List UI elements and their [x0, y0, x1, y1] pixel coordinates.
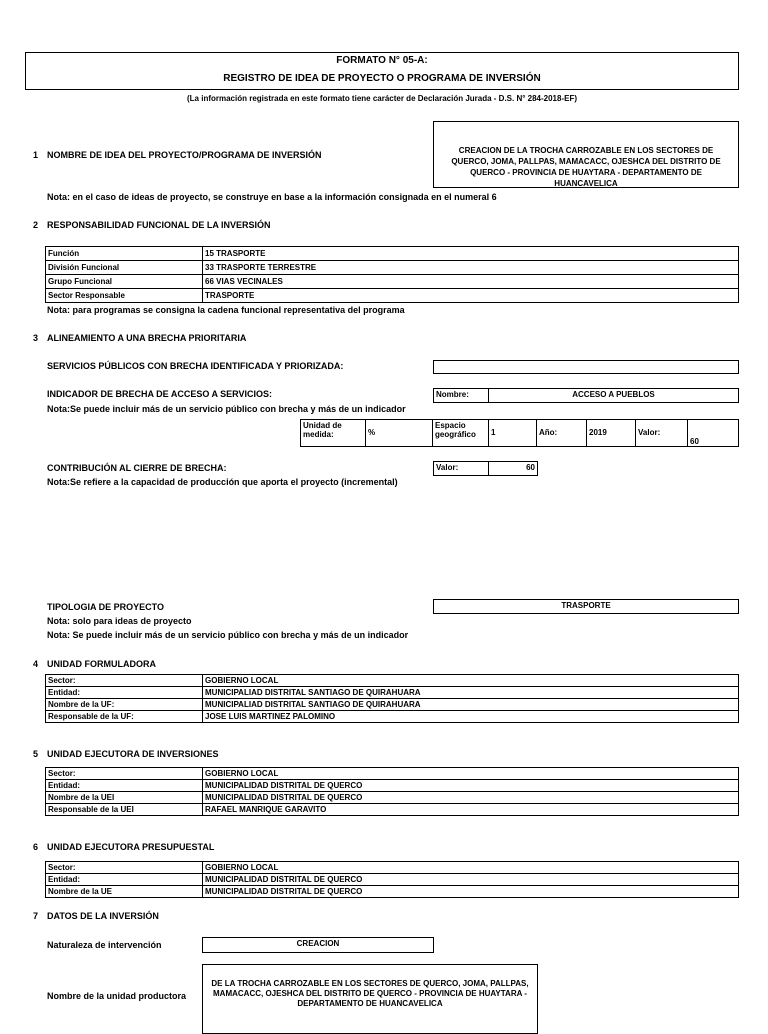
- table-row: [46, 675, 739, 687]
- typology-note-2: Nota: Se puede incluir más de un servicio público con brecha y más de un indicador: [47, 630, 409, 640]
- section-3-number: 3: [33, 333, 39, 343]
- row-value: JOSE LUIS MARTINEZ PALOMINO: [203, 711, 739, 723]
- section-7-number: 7: [33, 911, 39, 921]
- row-key: Responsable de la UF:: [46, 711, 203, 723]
- contribution-note: Nota:Se refiere a la capacidad de producción que aporta el proyecto (incremental): [47, 477, 398, 487]
- section-1-number: 1: [33, 150, 39, 160]
- form-subtitle-title: REGISTRO DE IDEA DE PROYECTO O PROGRAMA DE INVERSIÓN: [223, 73, 541, 84]
- indicator-label: INDICADOR DE BRECHA DE ACCESO A SERVICIOS:: [47, 389, 273, 399]
- executing-unit-table: [45, 767, 739, 816]
- intervention-label: Naturaleza de intervención: [47, 940, 162, 950]
- row-key: Nombre de la UE: [46, 886, 203, 898]
- row-value: GOBIERNO LOCAL: [203, 768, 739, 780]
- row-value: 15 TRASPORTE: [203, 247, 739, 261]
- table-row: [46, 768, 739, 780]
- section-4-label: UNIDAD FORMULADORA: [47, 659, 156, 669]
- formulating-unit-table: [45, 674, 739, 723]
- section-1-label: NOMBRE DE IDEA DEL PROYECTO/PROGRAMA DE INVERSIÓN: [47, 150, 322, 160]
- row-value: GOBIERNO LOCAL: [203, 675, 739, 687]
- typology-label: TIPOLOGIA DE PROYECTO: [47, 602, 165, 612]
- geo-value: 1: [488, 419, 537, 447]
- project-name-box: [433, 121, 739, 188]
- row-key: Sector:: [46, 862, 203, 874]
- services-label: SERVICIOS PÚBLICOS CON BRECHA IDENTIFICADA Y PRIORIZADA:: [47, 361, 344, 371]
- table-row: [46, 275, 739, 289]
- row-key: Sector:: [46, 768, 203, 780]
- row-value: GOBIERNO LOCAL: [203, 862, 739, 874]
- geo-label: Espacio geográfico: [432, 419, 489, 447]
- row-key: Sector Responsable: [46, 289, 203, 303]
- row-value: 66 VIAS VECINALES: [203, 275, 739, 289]
- row-key: Entidad:: [46, 687, 203, 699]
- value-label: Valor:: [635, 419, 688, 447]
- section-6-label: UNIDAD EJECUTORA PRESUPUESTAL: [47, 842, 215, 852]
- productive-unit-label: Nombre de la unidad productora: [47, 991, 187, 1001]
- row-key: Nombre de la UEI: [46, 792, 203, 804]
- services-field: [433, 360, 739, 374]
- table-row: [46, 780, 739, 792]
- section-5-number: 5: [33, 749, 39, 759]
- row-value: MUNICIPALIDAD DISTRITAL DE QUERCO: [203, 792, 739, 804]
- row-key: Entidad:: [46, 780, 203, 792]
- table-row: [46, 247, 739, 261]
- row-key: Grupo Funcional: [46, 275, 203, 289]
- productive-unit-value: DE LA TROCHA CARROZABLE EN LOS SECTORES DE QUERCO, JOMA, PALLPAS, MAMACACC, OJESHCA DEL DISTRITO DE QUERCO - PROVINCIA DE HUAYTARA - DEPARTAMENTO DE HUANCAVELICA: [211, 979, 529, 1008]
- typology-value: TRASPORTE: [433, 599, 739, 614]
- form-header: [25, 52, 739, 90]
- contribution-value: 60: [488, 461, 538, 476]
- section-2-number: 2: [33, 220, 39, 230]
- section-3-label: ALINEAMIENTO A UNA BRECHA PRIORITARIA: [47, 333, 247, 343]
- table-row: [46, 886, 739, 898]
- table-row: [46, 687, 739, 699]
- row-value: 33 TRASPORTE TERRESTRE: [203, 261, 739, 275]
- row-key: Función: [46, 247, 203, 261]
- project-name-value: CREACION DE LA TROCHA CARROZABLE EN LOS SECTORES DE QUERCO, JOMA, PALLPAS, MAMACACC, OJESHCA DEL DISTRITO DE QUERCO - PROVINCIA DE HUAYTARA - DEPARTAMENTO DE HUANCAVELICA: [451, 146, 721, 188]
- section-6-number: 6: [33, 842, 39, 852]
- unit-value: %: [365, 419, 433, 447]
- row-value: MUNICIPALIDAD DISTRITAL DE QUERCO: [203, 874, 739, 886]
- table-row: [46, 804, 739, 816]
- year-label: Año:: [536, 419, 587, 447]
- value-value: 60: [687, 419, 739, 447]
- section-1-note: Nota: en el caso de ideas de proyecto, se construye en base a la información consignada en el numeral 6: [47, 192, 497, 202]
- row-value: TRASPORTE: [203, 289, 739, 303]
- row-value: RAFAEL MANRIQUE GARAVITO: [203, 804, 739, 816]
- form-title: FORMATO N° 05-A:: [336, 55, 428, 66]
- section-4-number: 4: [33, 659, 39, 669]
- year-value: 2019: [586, 419, 636, 447]
- table-row: [46, 699, 739, 711]
- row-value: MUNICIPALIDAD DISTRITAL DE QUERCO: [203, 886, 739, 898]
- row-key: Sector:: [46, 675, 203, 687]
- indicator-name-label: Nombre:: [433, 388, 489, 403]
- contribution-value-label: Valor:: [433, 461, 489, 476]
- row-key: Nombre de la UF:: [46, 699, 203, 711]
- section-5-label: UNIDAD EJECUTORA DE INVERSIONES: [47, 749, 219, 759]
- section-2-label: RESPONSABILIDAD FUNCIONAL DE LA INVERSIÓN: [47, 220, 271, 230]
- row-value: MUNICIPALIDAD DISTRITAL DE QUERCO: [203, 780, 739, 792]
- table-row: [46, 874, 739, 886]
- table-row: [46, 862, 739, 874]
- declaration-note: (La información registrada en este formato tiene carácter de Declaración Jurada - D.S. N° 284-2018-EF): [187, 94, 577, 103]
- row-value: MUNICIPALIAD DISTRITAL SANTIAGO DE QUIRAHUARA: [203, 699, 739, 711]
- row-key: Entidad:: [46, 874, 203, 886]
- table-row: [46, 792, 739, 804]
- typology-note-1: Nota: solo para ideas de proyecto: [47, 616, 192, 626]
- table-row: [46, 711, 739, 723]
- indicator-name-value: ACCESO A PUEBLOS: [488, 388, 739, 403]
- table-row: [46, 289, 739, 303]
- unit-label: Unidad de medida:: [300, 419, 366, 447]
- section-2-note: Nota: para programas se consigna la cadena funcional representativa del programa: [47, 305, 405, 315]
- intervention-value: CREACION: [202, 937, 434, 953]
- row-key: Responsable de la UEI: [46, 804, 203, 816]
- row-value: MUNICIPALIAD DISTRITAL SANTIAGO DE QUIRAHUARA: [203, 687, 739, 699]
- section-7-label: DATOS DE LA INVERSIÓN: [47, 911, 159, 921]
- contribution-label: CONTRIBUCIÓN AL CIERRE DE BRECHA:: [47, 463, 227, 473]
- table-row: [46, 261, 739, 275]
- functional-table: [45, 246, 739, 303]
- indicator-note: Nota:Se puede incluir más de un servicio público con brecha y más de un indicador: [47, 404, 406, 414]
- budget-unit-table: [45, 861, 739, 898]
- row-key: División Funcional: [46, 261, 203, 275]
